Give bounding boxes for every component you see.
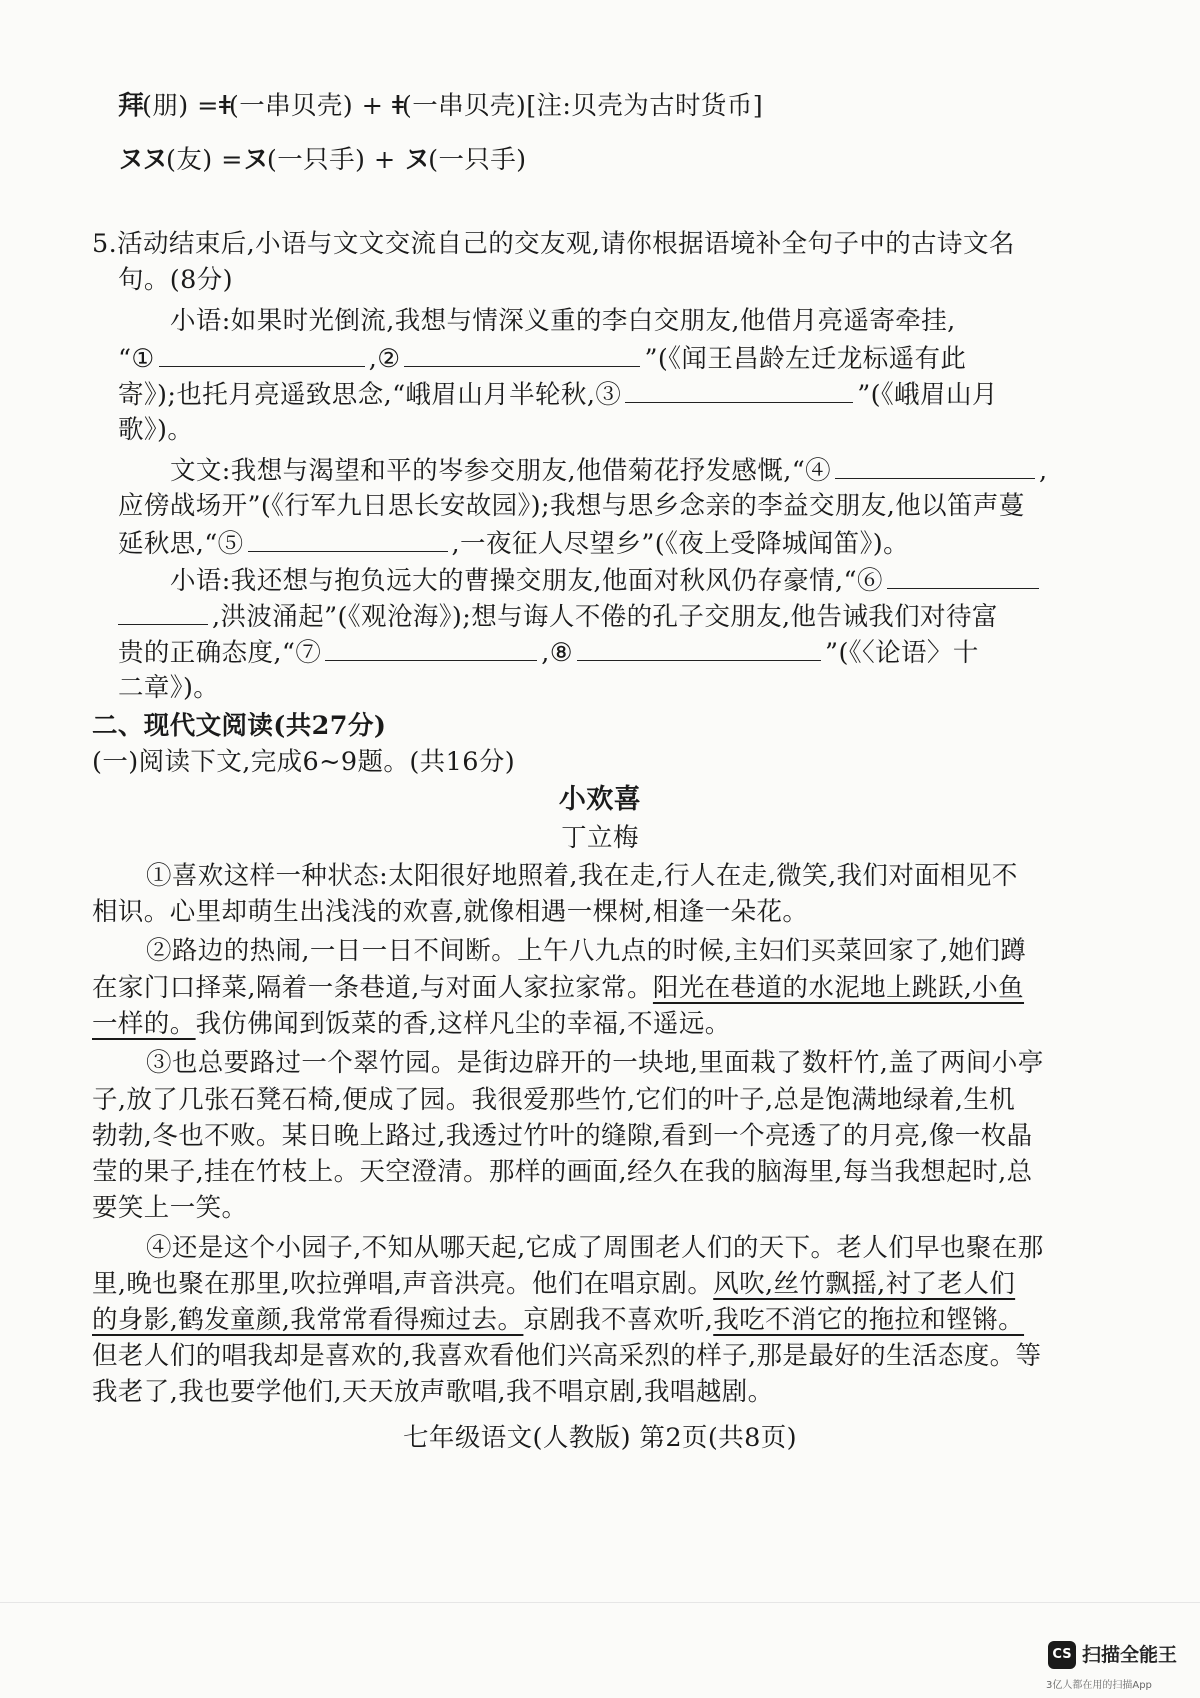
paragraph-2: ②路边的热闹,一日一日不间断。上午八九点的时候,主妇们买菜回家了,她们蹲	[146, 936, 1027, 966]
underlined-sentence: 风吹,丝竹飘摇,衬了老人们	[713, 1269, 1016, 1299]
answer-blank-2[interactable]	[404, 340, 640, 367]
hand-glyph: ヌ	[242, 145, 267, 175]
paragraph-3: 莹的果子,挂在竹枝上。天空澄清。那样的画面,经久在我的脑海里,每当我想起时,总	[92, 1157, 1033, 1187]
answer-blank-6[interactable]	[887, 562, 1039, 589]
currency-note: [注:贝壳为古时货币]	[526, 91, 764, 121]
paragraph-3: 要笑上一笑。	[92, 1193, 248, 1223]
paragraph-4: 但老人们的唱我却是喜欢的,我喜欢看他们兴高采烈的样子,那是最好的生活态度。等	[92, 1341, 1042, 1371]
underlined-sentence: 阳光在巷道的水泥地上跳跃,小鱼	[652, 973, 1025, 1003]
q5-line-blank-1-2: “① ,② ”(《闻王昌龄左迁龙标遥有此	[118, 340, 966, 377]
q5-line: 二章》)。	[118, 673, 220, 703]
underlined-sentence: 一样的。	[92, 1009, 196, 1039]
paragraph-4: ④还是这个小园子,不知从哪天起,它成了周围老人们的天下。老人们早也聚在那	[146, 1233, 1044, 1263]
reading-instructions: (一)阅读下文,完成6~9题。(共16分)	[92, 747, 516, 777]
q5-line-blank-3: 寄》);也托月亮遥致思念,“峨眉山月半轮秋,③ ”(《峨眉山月	[118, 376, 998, 413]
paragraph-3: ③也总要路过一个翠竹园。是街边辟开的一块地,里面栽了数杆竹,盖了两间小亭	[146, 1048, 1044, 1078]
ancient-you-glyph: ヌヌ	[118, 145, 167, 175]
scanner-tagline: 3亿人都在用的扫描App	[1046, 1680, 1152, 1691]
paragraph-4: 我老了,我也要学他们,天天放声歌唱,我不唱京剧,我唱越剧。	[92, 1377, 774, 1407]
answer-blank-8[interactable]	[577, 634, 821, 661]
answer-blank-7[interactable]	[325, 634, 537, 661]
q5-line: 歌》)。	[118, 415, 194, 445]
answer-blank-5[interactable]	[248, 525, 448, 552]
section-heading: 二、现代文阅读(共27分)	[92, 711, 387, 741]
paragraph-1: 相识。心里却萌生出浅浅的欢喜,就像相遇一棵树,相逢一朵花。	[92, 897, 809, 927]
answer-blank-4[interactable]	[835, 452, 1035, 479]
answer-blank-3[interactable]	[625, 376, 853, 403]
paragraph-3: 子,放了几张石凳石椅,便成了园。我很爱那些竹,它们的叶子,总是饱满地绿着,生机	[92, 1085, 1016, 1115]
q5-wenwen-text: 文文:我想与渴望和平的岑参交朋友,他借菊花抒发感慨,“④ ,	[170, 452, 1048, 489]
answer-blank-1[interactable]	[159, 340, 365, 367]
question-5-prompt-cont: 句。(8分)	[118, 265, 234, 295]
paragraph-3: 勃勃,冬也不败。某日晚上路过,我透过竹叶的缝隙,看到一个亮透了的月亮,像一枚晶	[92, 1121, 1033, 1151]
paragraph-4: 里,晚也聚在那里,吹拉弹唱,声音洪亮。他们在唱京剧。风吹,丝竹飘摇,衬了老人们	[92, 1269, 1016, 1299]
paragraph-2: 在家门口择菜,隔着一条巷道,与对面人家拉家常。阳光在巷道的水泥地上跳跃,小鱼	[92, 973, 1025, 1003]
shell-string-glyph: ǂ	[391, 91, 402, 121]
hand-glyph: ヌ	[404, 145, 429, 175]
shell-string-glyph: ǂ	[218, 91, 229, 121]
page-footer: 七年级语文(人教版) 第2页(共8页)	[403, 1423, 797, 1453]
q5-xiaoyu-text-2: 小语:我还想与抱负远大的曹操交朋友,他面对秋风仍存豪情,“⑥	[170, 562, 1043, 599]
answer-blank-6-cont[interactable]	[118, 598, 208, 625]
q5-line-blank-5: 延秋思,“⑤ ,一夜征人尽望乡”(《夜上受降城闻笛》)。	[118, 525, 909, 562]
q5-line-blank-6-cont: ,洪波涌起”(《观沧海》);想与诲人不倦的孔子交朋友,他告诫我们对待富	[118, 598, 998, 635]
scanner-app-name: 扫描全能王	[1082, 1644, 1178, 1666]
paragraph-2: 一样的。我仿佛闻到饭菜的香,这样凡尘的幸福,不遥远。	[92, 1009, 731, 1039]
divider	[0, 1602, 1200, 1603]
paragraph-1: ①喜欢这样一种状态:太阳很好地照着,我在走,行人在走,微笑,我们对面相见不	[146, 861, 1018, 891]
camscanner-logo-icon: CS	[1048, 1641, 1076, 1669]
article-author: 丁立梅	[561, 823, 639, 853]
q5-line-blank-7-8: 贵的正确态度,“⑦ ,⑧ ”(《〈论语〉十	[118, 634, 979, 671]
underlined-sentence: 的身影,鹤发童颜,我常常看得痴过去。	[92, 1305, 524, 1335]
paragraph-4: 的身影,鹤发童颜,我常常看得痴过去。京剧我不喜欢听,我吃不消它的拖拉和铿锵。	[92, 1305, 1025, 1335]
etymology-you-line: ヌヌ(友) =ヌ(一只手) + ヌ(一只手)	[118, 145, 527, 175]
article-title: 小欢喜	[558, 784, 642, 815]
q5-xiaoyu-text: 小语:如果时光倒流,我想与情深义重的李白交朋友,他借月亮遥寄牵挂,	[170, 306, 956, 336]
underlined-sentence: 我吃不消它的拖拉和铿锵。	[713, 1305, 1025, 1335]
question-5-prompt: 5.活动结束后,小语与文文交流自己的交友观,请你根据语境补全句子中的古诗文名	[92, 229, 1015, 259]
etymology-peng-line: 拜(朋) =ǂ(一串贝壳) + ǂ(一串贝壳)[注:贝壳为古时货币]	[118, 91, 764, 121]
ancient-peng-glyph: 拜	[118, 91, 143, 121]
q5-line: 应傍战场开”(《行军九日思长安故园》);我想与思乡念亲的李益交朋友,他以笛声蔓	[118, 491, 1025, 521]
